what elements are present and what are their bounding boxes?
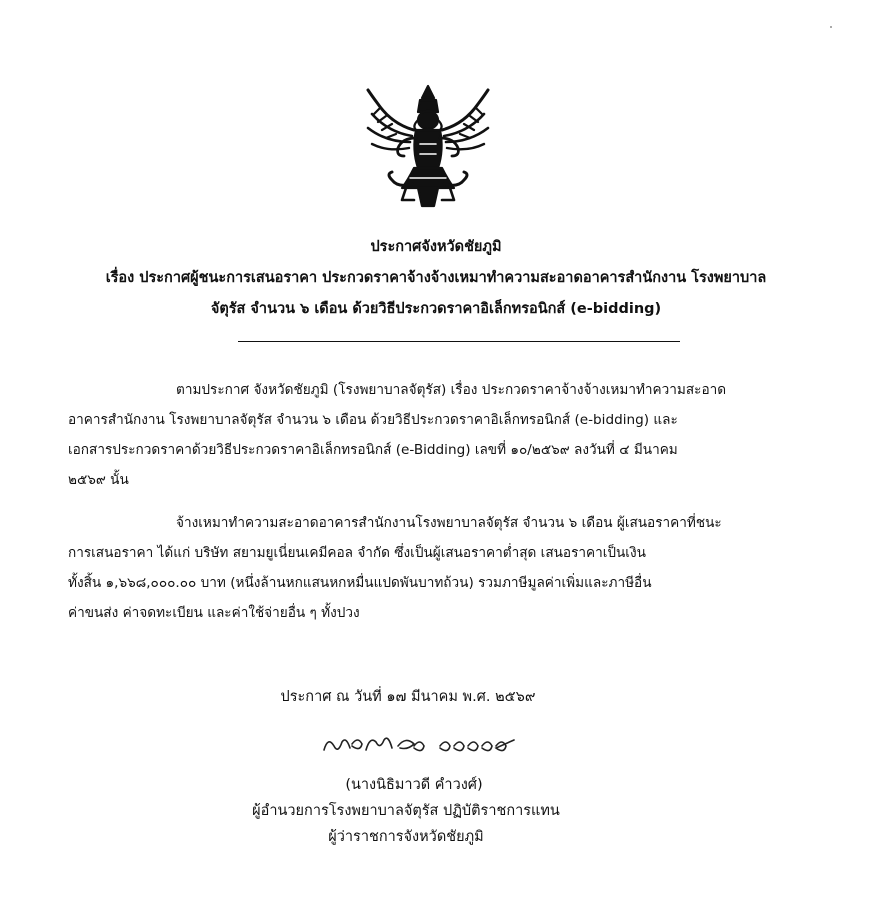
paragraph-1-line: อาคารสำนักงาน โรงพยาบาลจัตุรัส จำนวน ๖ เดือน ด้วยวิธีประกวดราคาอิเล็กทรอนิกส์ (e-bidding) และ (68, 412, 678, 428)
subject-line-2: จัตุรัส จำนวน ๖ เดือน ด้วยวิธีประกวดราคาอิเล็กทรอนิกส์ (e-bidding) (210, 301, 662, 317)
paragraph-2-line: การเสนอราคา ได้แก่ บริษัท สยามยูเนี่ยนเคมีคอล จำกัด ซึ่งเป็นผู้เสนอราคาต่ำสุด เสนอราคาเป็นเงิน (68, 545, 646, 561)
paragraph-2-line: จ้างเหมาทำความสะอาดอาคารสำนักงานโรงพยาบาลจัตุรัส จำนวน ๖ เดือน ผู้เสนอราคาที่ชนะ (176, 515, 722, 531)
paragraph-1 (68, 375, 792, 495)
announcement-title: ประกาศจังหวัดชัยภูมิ (370, 239, 502, 255)
signer-position: ผู้อำนวยการโรงพยาบาลจัตุรัส ปฏิบัติราชการแทน (252, 803, 560, 819)
subject-line-1: เรื่อง ประกาศผู้ชนะการเสนอราคา ประกวดราคาจ้างจ้างเหมาทำความสะอาดอาคารสำนักงาน โรงพยาบาล (105, 270, 767, 286)
paragraph-2-line: ทั้งสิ้น ๑,๖๖๘,๐๐๐.๐๐ บาท (หนึ่งล้านหกแสนหกหมื่นแปดพันบาทถ้วน) รวมภาษีมูลค่าเพิ่มและภาษีอื่น (68, 575, 652, 591)
paragraph-2-line: ค่าขนส่ง ค่าจดทะเบียน และค่าใช้จ่ายอื่น ๆ ทั้งปวง (68, 605, 360, 621)
signer-position-governor: ผู้ว่าราชการจังหวัดชัยภูมิ (328, 829, 484, 845)
title-divider (238, 341, 680, 342)
garuda-emblem-icon (362, 84, 494, 208)
announce-date: ประกาศ ณ วันที่ ๑๗ มีนาคม พ.ศ. ๒๕๖๙ (280, 689, 536, 705)
signer-name: (นางนิธิมาวดี คำวงศ์) (345, 777, 483, 793)
handwritten-signature-icon (318, 728, 548, 758)
paragraph-2 (68, 508, 792, 628)
paragraph-1-line: ๒๕๖๙ นั้น (68, 472, 129, 488)
paragraph-1-line: ตามประกาศ จังหวัดชัยภูมิ (โรงพยาบาลจัตุรัส) เรื่อง ประกวดราคาจ้างจ้างเหมาทำความสะอาด (176, 382, 727, 398)
paragraph-1-line: เอกสารประกวดราคาด้วยวิธีประกวดราคาอิเล็กทรอนิกส์ (e-Bidding) เลขที่ ๑๐/๒๕๖๙ ลงวันที่ ๔ มีนาคม (68, 442, 678, 458)
scan-speck (830, 26, 832, 28)
